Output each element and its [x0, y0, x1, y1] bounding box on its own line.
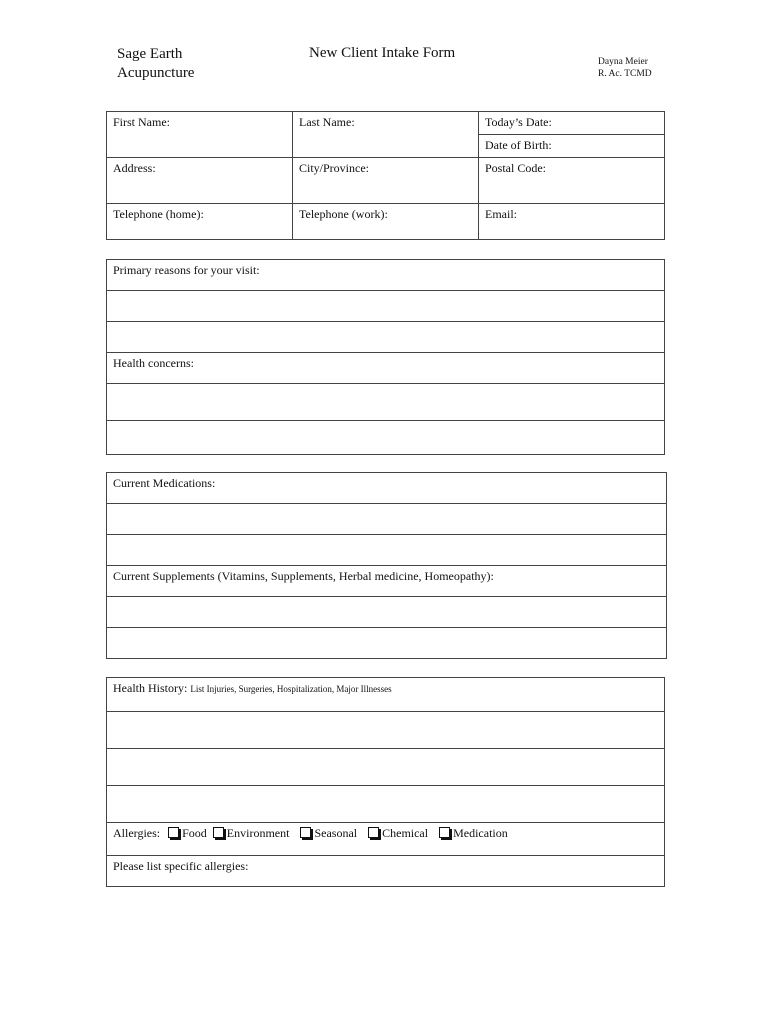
business-name-line1: Sage Earth [117, 46, 183, 62]
health-history-line-1[interactable] [107, 712, 665, 749]
health-history-line-2[interactable] [107, 749, 665, 786]
telephone-home-field[interactable]: Telephone (home): [107, 204, 293, 240]
primary-reasons-line-2[interactable] [107, 322, 665, 353]
medication-checkbox[interactable] [439, 827, 450, 838]
chemical-option-label: Chemical [382, 826, 429, 840]
medications-table [106, 472, 667, 659]
visit-table [106, 259, 665, 455]
health-concerns-label: Health concerns: [107, 353, 665, 384]
supplements-line-2[interactable] [107, 628, 667, 659]
supplements-line-1[interactable] [107, 597, 667, 628]
medications-line-2[interactable] [107, 535, 667, 566]
history-table [106, 677, 665, 887]
form-title: New Client Intake Form [309, 45, 456, 61]
chemical-checkbox[interactable] [368, 827, 379, 838]
seasonal-option-label: Seasonal [314, 826, 358, 840]
city-province-field[interactable]: City/Province: [293, 158, 479, 204]
medications-line-1[interactable] [107, 504, 667, 535]
current-supplements-label: Current Supplements (Vitamins, Supplements, Herbal medicine, Homeopathy): [107, 566, 667, 597]
current-medications-label: Current Medications: [107, 473, 667, 504]
allergies-label: Allergies: [113, 826, 161, 840]
primary-reasons-line-1[interactable] [107, 291, 665, 322]
practitioner-credentials: R. Ac. TCMD [598, 69, 652, 79]
environment-checkbox[interactable] [213, 827, 224, 838]
food-checkbox[interactable] [168, 827, 179, 838]
business-name [117, 45, 194, 83]
email-field[interactable]: Email: [479, 204, 665, 240]
health-history-hint: List Injuries, Surgeries, Hospitalization, Major Illnesses [190, 684, 392, 694]
practitioner-name: Dayna Meier [598, 57, 648, 67]
primary-reasons-label: Primary reasons for your visit: [107, 260, 665, 291]
address-field[interactable]: Address: [107, 158, 293, 204]
health-concerns-line-1[interactable] [107, 384, 665, 421]
food-option-label: Food [182, 826, 207, 840]
environment-option-label: Environment [226, 826, 290, 840]
todays-date-field[interactable]: Today’s Date: [479, 112, 665, 135]
health-concerns-line-2[interactable] [107, 421, 665, 455]
health-history-line-3[interactable] [107, 786, 665, 823]
practitioner-info [598, 56, 652, 80]
postal-code-field[interactable]: Postal Code: [479, 158, 665, 204]
medication-option-label: Medication [453, 826, 508, 840]
last-name-field[interactable]: Last Name: [293, 112, 479, 158]
health-history-label [107, 678, 665, 712]
specific-allergies-field[interactable]: Please list specific allergies: [107, 856, 665, 887]
allergies-row [107, 823, 665, 856]
business-name-line2: Acupuncture [117, 65, 195, 81]
contact-table [106, 111, 665, 240]
telephone-work-field[interactable]: Telephone (work): [293, 204, 479, 240]
seasonal-checkbox[interactable] [300, 827, 311, 838]
health-history-title: Health History: [113, 681, 188, 695]
date-of-birth-field[interactable]: Date of Birth: [479, 135, 665, 158]
first-name-field[interactable]: First Name: [107, 112, 293, 158]
